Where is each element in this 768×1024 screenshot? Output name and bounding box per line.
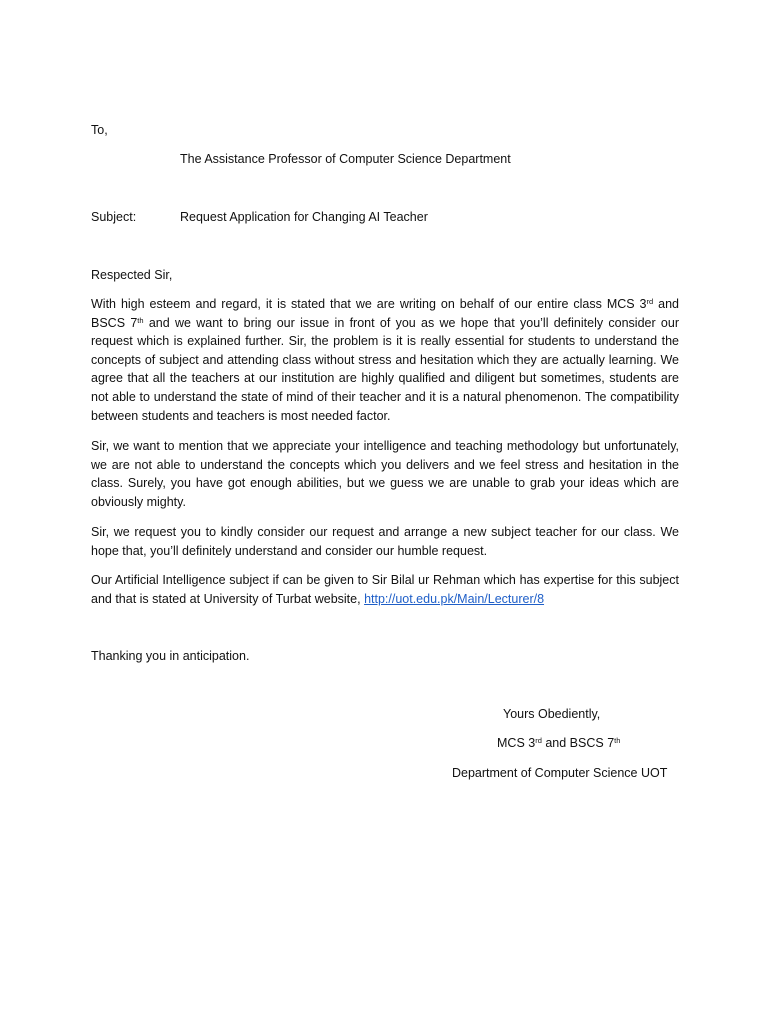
signature-closing: Yours Obediently, [503,707,601,721]
paragraph-1-part2: and BSCS 7 [91,297,679,330]
signature-classes [497,734,620,752]
subject-label: Subject: [91,210,137,224]
subject-text: Request Application for Changing AI Teacher [180,210,428,224]
paragraph-1-sup1: rd [646,297,654,306]
lecturer-link[interactable]: http://uot.edu.pk/Main/Lecturer/8 [364,591,545,606]
greeting: Respected Sir, [91,268,173,282]
paragraph-1-part3: and we want to bring our issue in front of you as we hope that you’ll definitely consider our request which is explained further. Sir, the problem is it is really essential for students to understand the concepts of subject and attending class without stress and hesitation which they are actually learning. We agree that all the teachers at our institution are highly qualified and diligent but sometimes, students are not able to understand the state of mind of their teacher and it is a natural phenomenon. The compatibility between students and teachers is most needed factor. [91,315,679,423]
paragraph-4-text: Our Artificial Intelligence subject if can be given to Sir Bilal ur Rehman which has expertise for this subject and that is stated at University of Turbat website, [91,573,679,606]
paragraph-1-part1: With high esteem and regard, it is stated that we are writing on behalf of our entire class MCS 3 [91,297,647,311]
paragraph-4 [91,571,679,608]
paragraph-2: Sir, we want to mention that we appreciate your intelligence and teaching methodology but unfortunately, we are not able to understand the concepts which you delivers and we feel stress and hesitation in the class. Surely, you have got enough abilities, but we guess we are unable to grab your ideas which are obviously mighty. [91,439,679,509]
paragraph-1-sup2: th [137,315,144,325]
recipient: The Assistance Professor of Computer Science Department [180,152,511,166]
thanks-line: Thanking you in anticipation. [91,649,250,663]
signature-classes-part1: MCS 3 [497,736,536,750]
paragraph-1 [91,295,679,425]
signature-classes-part2: and BSCS 7 [541,736,615,750]
signature-classes-sup1: rd [535,736,542,745]
salutation-to: To, [91,123,108,137]
paragraph-3: Sir, we request you to kindly consider our request and arrange a new subject teacher for our class. We hope that, you’ll definitely understand and consider our humble request. [91,525,679,558]
signature-department: Department of Computer Science UOT [452,766,668,780]
signature-classes-sup2: th [614,736,621,745]
